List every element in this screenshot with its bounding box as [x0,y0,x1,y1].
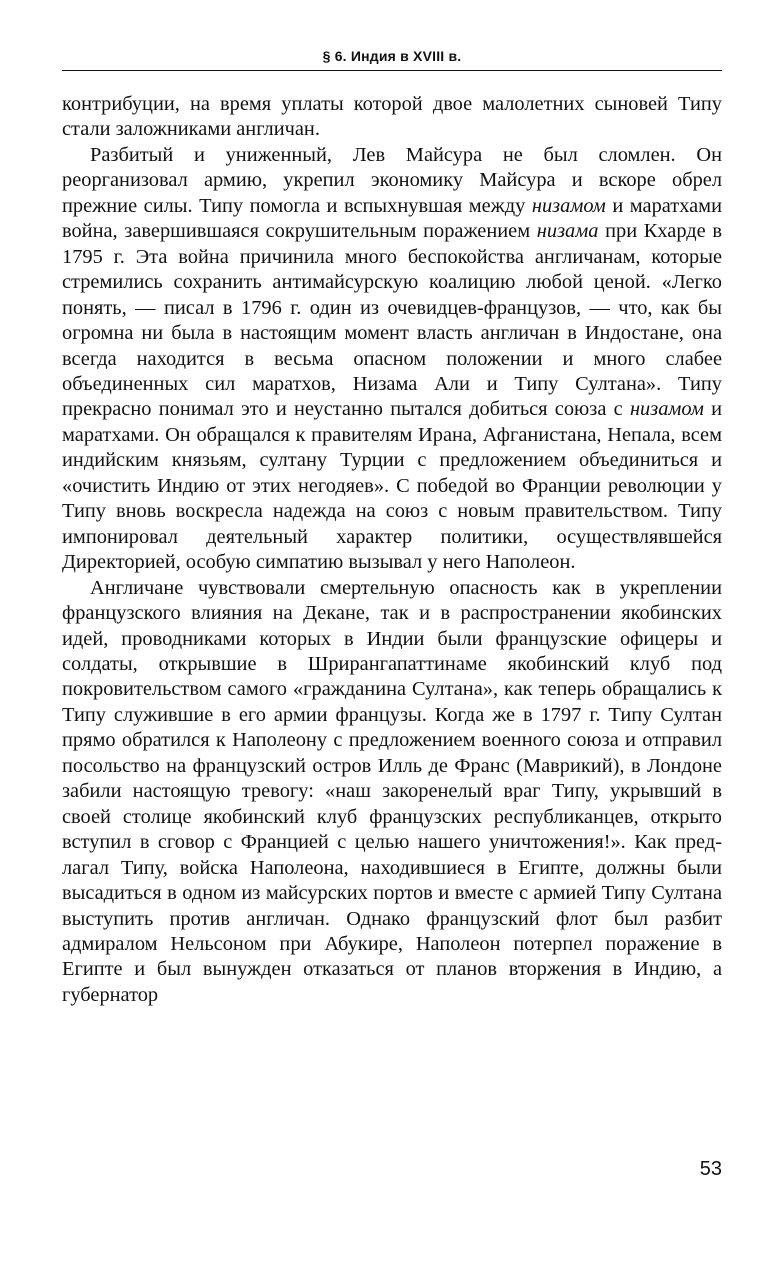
italic-term: низама [536,220,599,243]
text-segment: и маратхами. Он обращался к правителям Ирана, Афганистана, Непала, всем индийским князьям, султану Турции с предложением объединиться и «очистить Индию от этих негодяев». С победой во Франции революции у Типу вновь воскресла надежда на союз с новым правительством. Типу импонировал деятельный характер политики, осуществлявшейся Директорией, особую симпатию вызывал у него Наполеон. [62,398,722,574]
paragraph [62,143,722,576]
header-rule [62,70,722,71]
text-segment: Англичане чувствовали смертельную опасность как в укреплении французского влияния на Декане, так и в распространении якобинских идей, проводниками которых в Индии были французские офицеры и солдаты, открывшие в Шрирангапаттинаме якобинский клуб под покровительством самого «гражданина Султана», как теперь обращались к Типу служившие в его армии французы. Когда же в 1797 г. Типу Султан прямо обратился к Наполеону с предложением военного союза и отправил посольство на французский остров Илль де Франс (Маврикий), в Лондоне забили настоящую тревогу: «наш закоренелый враг Типу, укрывший в своей столице якобинский клуб французских республиканцев, открыто вступил в сговор с Францией с целью нашего уничтожения!». Как предлагал Типу, войска Наполеона, находившиеся в Египте, должны были высадиться в одном из майсурских портов и вместе с армией Типу Султана выступить против англичан. Однако французский флот был разбит адмиралом Нельсоном при Абукире, Наполеон потерпел поражение в Египте и был вынужден отказаться от планов вторжения в Индию, а губернатор [62,576,722,1006]
paragraph-continuation [62,92,722,143]
text-segment: при Кхарде в 1795 г. Эта война причинила много беспокойства англичанам, которые стремились сохранить антимайсурскую коалицию любой ценой. «Легко понять, — писал в 1796 г. один из очевидцев-французов, — что, как бы огромна ни была в настоящим момент власть англичан в Индостане, она всегда находится в весьма опасном положении и много слабее объединенных сил маратхов, Низама Али и Типу Султана». Типу прекрасно понимал это и неустанно пытался добиться союза с [62,220,722,421]
page-header [62,40,722,70]
text-segment: Разбитый и униженный, Лев Майсура не был сломлен. Он реорганизовал армию, укрепил экономику Майсура и вскоре обрел прежние силы. Типу помогла и вспыхнувшая между [62,143,722,217]
italic-term: низамом [629,398,704,421]
running-head: § 6. Индия в XVIII в. [322,48,462,64]
text-segment: контрибуции, на время уплаты которой двое малолетних сыновей Типу стали заложниками англичан. [62,93,722,141]
italic-term: низамом [531,194,606,217]
text-segment: и маратхами война, завершившаяся сокрушительным поражением [62,194,722,243]
body-text [62,92,722,1008]
paragraph [62,576,722,1009]
page-number: 53 [699,1158,722,1180]
